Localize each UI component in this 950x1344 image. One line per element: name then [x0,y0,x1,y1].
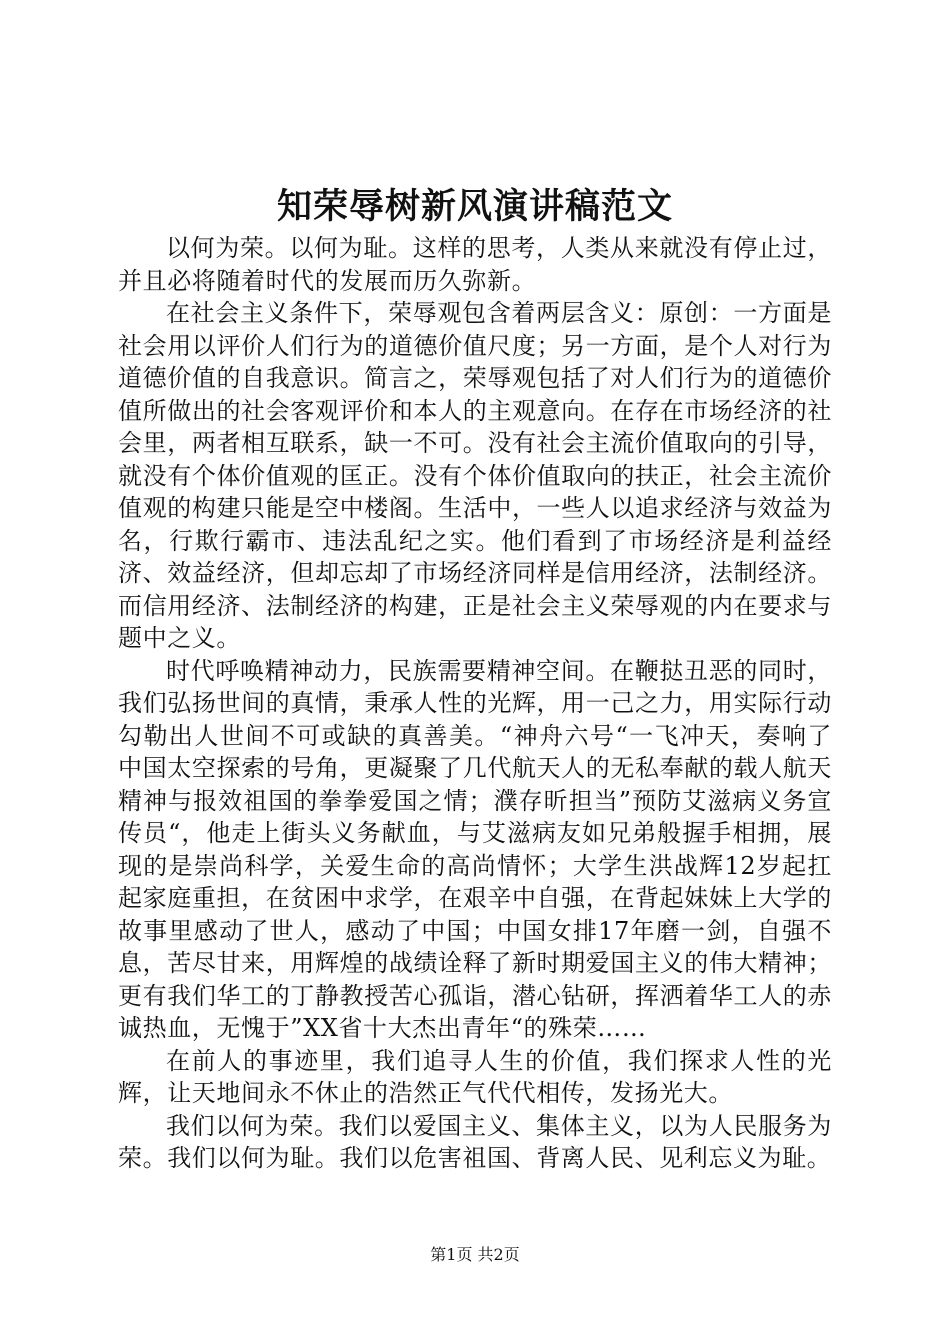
document-title: 知荣辱树新风演讲稿范文 [276,186,673,227]
paragraph-2: 在社会主义条件下，荣辱观包含着两层含义：原创：一方面是社会用以评价人们行为的道德价值尺度；另一方面，是个人对行为道德价值的自我意识。简言之，荣辱观包括了对人们行为的道德价值所做出的社会客观评价和本人的主观意向。在存在市场经济的社会里，两者相互联系，缺一不可。没有社会主流价值取向的引导，就没有个体价值观的匡正。没有个体价值取向的扶正，社会主流价值观的构建只能是空中楼阁。生活中，一些人以追求经济与效益为名，行欺行霸市、违法乱纪之实。他们看到了市场经济是利益经济、效益经济，但却忘却了市场经济同样是信用经济，法制经济。而信用经济、法制经济的构建，正是社会主义荣辱观的内在要求与题中之义。 [118,299,832,652]
paragraph-4: 在前人的事迹里，我们追寻人生的价值，我们探求人性的光辉，让天地间永不休止的浩然正气代代相传，发扬光大。 [118,1046,832,1107]
paragraph-5: 我们以何为荣。我们以爱国主义、集体主义，以为人民服务为荣。我们以何为耻。我们以危害祖国、背离人民、见利忘义为耻。 [118,1111,832,1172]
paragraph-1: 以何为荣。以何为耻。这样的思考，人类从来就没有停止过，并且必将随着时代的发展而历久弥新。 [118,234,832,295]
page-footer: 第1页 共2页 [430,1245,520,1264]
paragraph-3: 时代呼唤精神动力，民族需要精神空间。在鞭挞丑恶的同时，我们弘扬世间的真情，秉承人性的光辉，用一己之力，用实际行动勾勒出人世间不可或缺的真善美。“神舟六号“一飞冲天，奏响了中国太空探索的号角，更凝聚了几代航天人的无私奉献的载人航天精神与报效祖国的拳拳爱国之情；濮存昕担当”预防艾滋病义务宣传员“，他走上街头义务献血，与艾滋病友如兄弟般握手相拥，展现的是崇尚科学，关爱生命的高尚情怀；大学生洪战辉12岁起扛起家庭重担，在贫困中求学，在艰辛中自强，在背起妹妹上大学的故事里感动了世人，感动了中国；中国女排17年磨一剑，自强不息，苦尽甘来，用辉煌的战绩诠释了新时期爱国主义的伟大精神；更有我们华工的丁静教授苦心孤诣，潜心钻研，挥洒着华工人的赤诚热血，无愧于”XX省十大杰出青年“的殊荣…… [118,656,832,1042]
document-body [118,232,832,1175]
